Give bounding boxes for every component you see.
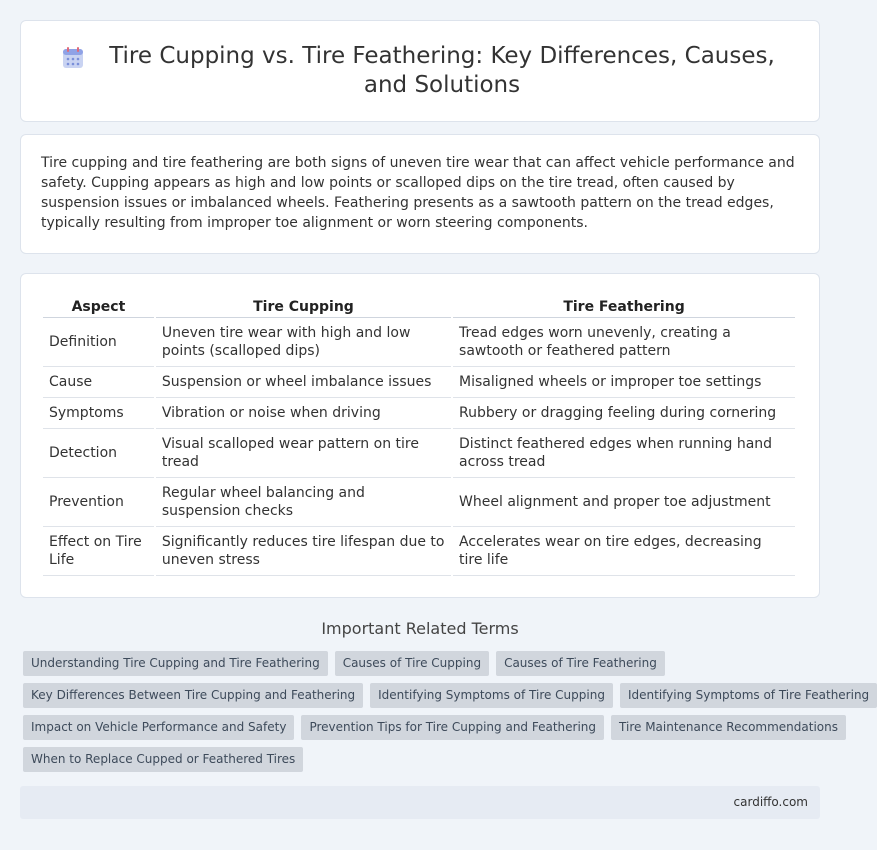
table-row	[43, 429, 795, 478]
comparison-table-card	[20, 273, 820, 598]
table-row	[43, 398, 795, 429]
tag-link[interactable]: Identifying Symptoms of Tire Feathering	[620, 683, 877, 708]
page-title: Tire Cupping vs. Tire Feathering: Key Differences, Causes, and Solutions	[109, 43, 775, 98]
cell-cupping: Regular wheel balancing and suspension checks	[156, 478, 451, 527]
tag-link[interactable]: Causes of Tire Cupping	[335, 651, 489, 676]
cell-cupping: Suspension or wheel imbalance issues	[156, 367, 451, 398]
cell-feathering: Distinct feathered edges when running hand across tread	[453, 429, 795, 478]
tag-row	[23, 651, 803, 676]
cell-feathering: Tread edges worn unevenly, creating a sawtooth or feathered pattern	[453, 318, 795, 367]
tag-row	[23, 747, 803, 772]
tag-link[interactable]: Prevention Tips for Tire Cupping and Feathering	[301, 715, 604, 740]
cell-cupping: Vibration or noise when driving	[156, 398, 451, 429]
cell-feathering: Misaligned wheels or improper toe settings	[453, 367, 795, 398]
footer-site-link[interactable]: cardiffo.com	[733, 795, 808, 809]
tag-row	[23, 715, 838, 740]
tag-link[interactable]: Understanding Tire Cupping and Tire Feathering	[23, 651, 328, 676]
header-tire-cupping: Tire Cupping	[156, 296, 451, 318]
cell-aspect: Prevention	[43, 478, 154, 527]
comparison-table	[41, 296, 797, 576]
related-terms-title: Important Related Terms	[321, 619, 519, 638]
title-card	[20, 20, 820, 122]
calendar-icon	[61, 46, 85, 70]
tag-link[interactable]: Identifying Symptoms of Tire Cupping	[370, 683, 613, 708]
footer	[20, 786, 820, 819]
related-terms-tags	[23, 651, 870, 779]
cell-aspect: Symptoms	[43, 398, 154, 429]
table-row	[43, 478, 795, 527]
tag-row	[23, 683, 870, 708]
cell-cupping: Visual scalloped wear pattern on tire tread	[156, 429, 451, 478]
tag-link[interactable]: Key Differences Between Tire Cupping and Feathering	[23, 683, 363, 708]
title-wrap	[61, 42, 779, 100]
cell-feathering: Accelerates wear on tire edges, decreasing tire life	[453, 527, 795, 576]
cell-aspect: Detection	[43, 429, 154, 478]
intro-card	[20, 134, 820, 254]
tag-link[interactable]: Causes of Tire Feathering	[496, 651, 665, 676]
table-header-row	[43, 296, 795, 318]
cell-feathering: Wheel alignment and proper toe adjustment	[453, 478, 795, 527]
tag-link[interactable]: When to Replace Cupped or Feathered Tires	[23, 747, 303, 772]
header-tire-feathering: Tire Feathering	[453, 296, 795, 318]
tag-link[interactable]: Impact on Vehicle Performance and Safety	[23, 715, 294, 740]
cell-aspect: Cause	[43, 367, 154, 398]
table-row	[43, 527, 795, 576]
tag-link[interactable]: Tire Maintenance Recommendations	[611, 715, 846, 740]
cell-aspect: Effect on Tire Life	[43, 527, 154, 576]
cell-feathering: Rubbery or dragging feeling during cornering	[453, 398, 795, 429]
cell-cupping: Significantly reduces tire lifespan due to uneven stress	[156, 527, 451, 576]
table-row	[43, 318, 795, 367]
cell-aspect: Definition	[43, 318, 154, 367]
intro-paragraph: Tire cupping and tire feathering are both signs of uneven tire wear that can affect vehicle performance and safety. Cupping appears as high and low points or scalloped dips on the tire tread, often caused by suspension issues or imbalanced wheels. Feathering presents as a sawtooth pattern on the tread edges, typically resulting from improper toe alignment or worn steering components.	[41, 155, 795, 231]
header-aspect: Aspect	[43, 296, 154, 318]
cell-cupping: Uneven tire wear with high and low points (scalloped dips)	[156, 318, 451, 367]
table-row	[43, 367, 795, 398]
